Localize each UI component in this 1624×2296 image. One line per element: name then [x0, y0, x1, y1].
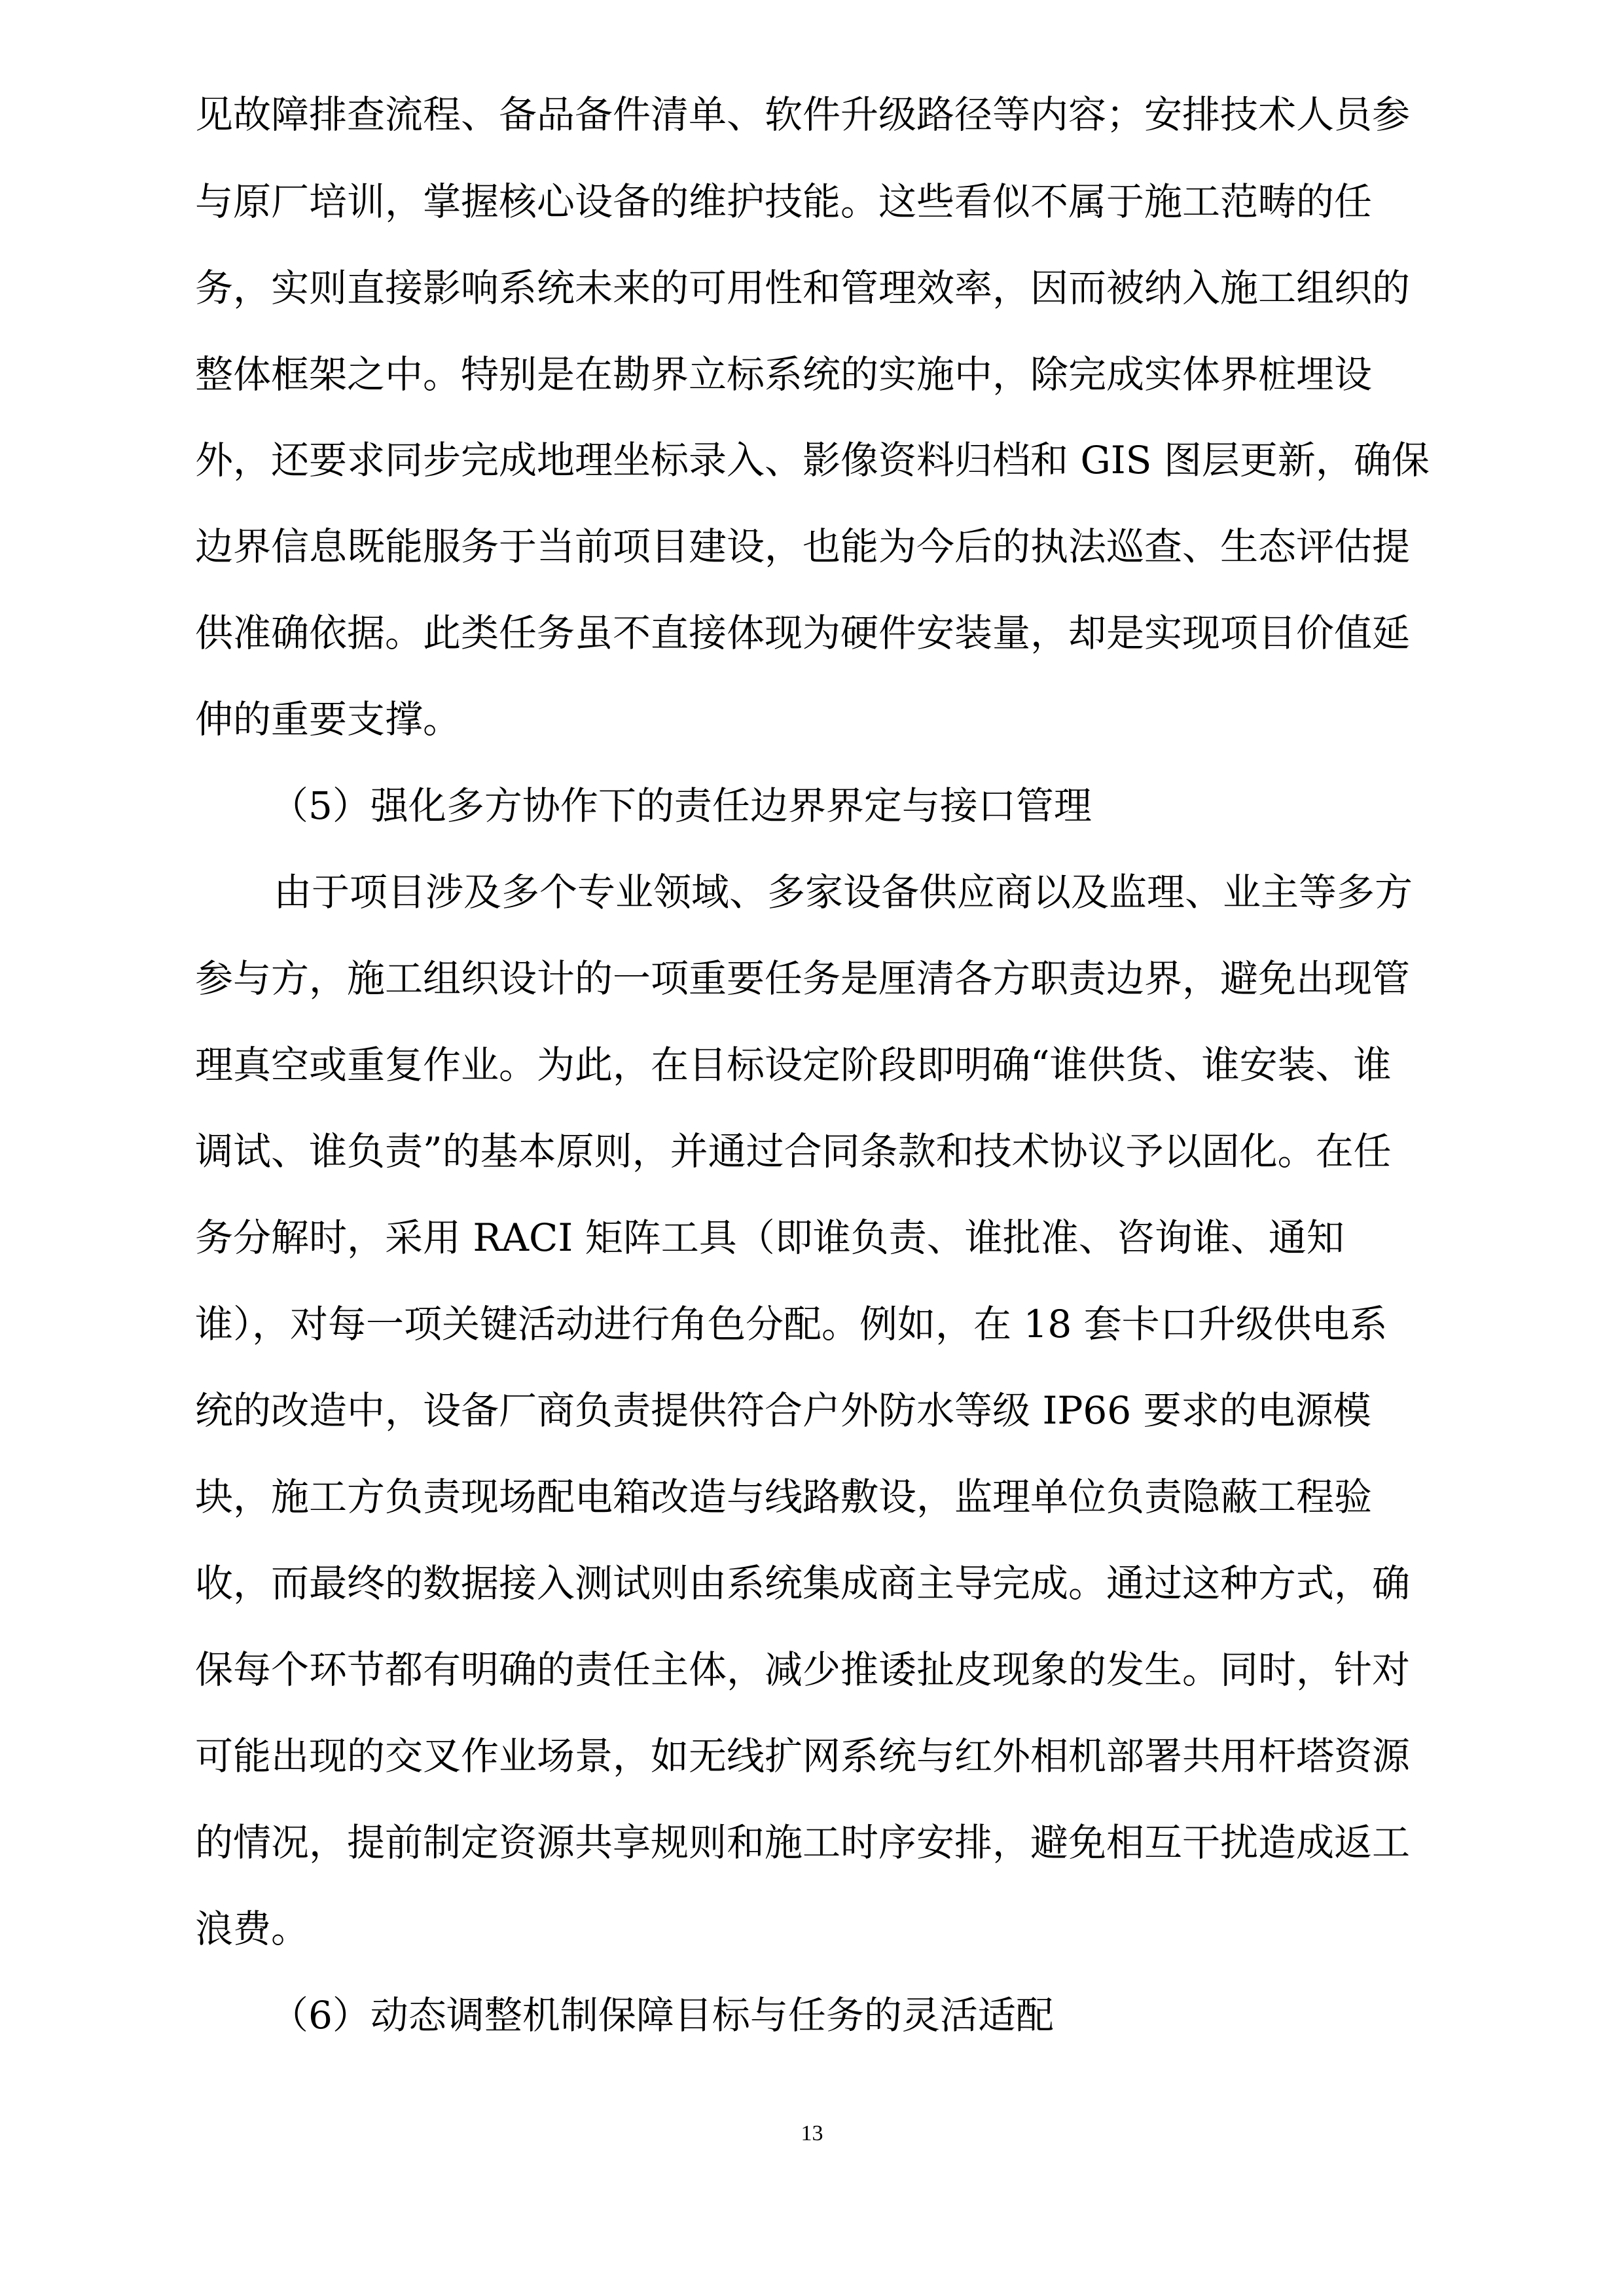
text-line: [0, 1534, 1624, 1632]
text-line-content: 理真空或重复作业。为此，在目标设定阶段即明确“谁供货、谁安装、谁: [195, 1043, 1392, 1087]
text-line-content: 边界信息既能服务于当前项目建设，也能为今后的执法巡查、生态评估提: [195, 524, 1411, 569]
section-heading: [0, 757, 1624, 855]
text-line-content: 收，而最终的数据接入测试则由系统集成商主导完成。通过这种方式，确: [195, 1561, 1411, 1605]
text-line-content: 块，施工方负责现场配电箱改造与线路敷设，监理单位负责隐蔽工程验: [195, 1475, 1373, 1519]
text-line-content: 伸的重要支撑。: [195, 697, 461, 742]
text-line-content: 可能出现的交叉作业场景，如无线扩网系统与红外相机部署共用杆塔资源: [195, 1734, 1411, 1778]
text-line: [0, 670, 1624, 768]
text-line: [0, 1361, 1624, 1460]
text-line: [0, 152, 1624, 251]
text-line-content: 浪费。: [195, 1907, 310, 1951]
text-line: [0, 1448, 1624, 1546]
text-line: [0, 325, 1624, 423]
text-line: [0, 65, 1624, 164]
text-line: [0, 1189, 1624, 1287]
text-line: [0, 1102, 1624, 1200]
text-line: [0, 929, 1624, 1028]
text-line-content: 整体框架之中。特别是在勘界立标系统的实施中，除完成实体界桩埋设: [195, 352, 1373, 397]
text-line: [0, 1016, 1624, 1114]
section-heading: [0, 1966, 1624, 2064]
text-line-content: 外，还要求同步完成地理坐标录入、影像资料归档和 GIS 图层更新，确保: [195, 438, 1430, 482]
text-line-content: 谁），对每一项关键活动进行角色分配。例如，在 18 套卡口升级供电系: [195, 1302, 1388, 1346]
text-line-content: 务，实则直接影响系统未来的可用性和管理效率，因而被纳入施工组织的: [195, 266, 1411, 310]
text-line-content: 保每个环节都有明确的责任主体，减少推诿扯皮现象的发生。同时，针对: [195, 1647, 1411, 1692]
text-line: [0, 1621, 1624, 1719]
text-line-content: 统的改造中，设备厂商负责提供符合户外防水等级 IP66 要求的电源模: [195, 1388, 1371, 1433]
section-heading-5: （5）强化多方协作下的责任边界界定与接口管理: [270, 783, 1092, 828]
text-line-content: 由于项目涉及多个专业领域、多家设备供应商以及监理、业主等多方: [274, 870, 1413, 914]
text-line-content: 供准确依据。此类任务虽不直接体现为硬件安装量，却是实现项目价值延: [195, 611, 1411, 655]
text-line: [0, 1793, 1624, 1892]
text-line: [0, 843, 1624, 941]
text-line: [0, 411, 1624, 509]
text-line-content: 见故障排查流程、备品备件清单、软件升级路径等内容；安排技术人员参: [195, 92, 1411, 137]
text-line-content: 参与方，施工组织设计的一项重要任务是厘清各方职责边界，避免出现管: [195, 956, 1411, 1001]
text-line: [0, 584, 1624, 682]
text-line: [0, 1275, 1624, 1373]
text-line-content: 与原厂培训，掌握核心设备的维护技能。这些看似不属于施工范畴的任: [195, 179, 1373, 224]
section-heading-6: （6）动态调整机制保障目标与任务的灵活适配: [270, 1993, 1054, 2037]
page-number: 13: [801, 2121, 823, 2145]
text-line: [0, 1880, 1624, 1978]
text-line-content: 的情况，提前制定资源共享规则和施工时序安排，避免相互干扰造成返工: [195, 1820, 1411, 1865]
text-line-content: 调试、谁负责”的基本原则，并通过合同条款和技术协议予以固化。在任: [195, 1129, 1392, 1174]
text-line: [0, 239, 1624, 337]
text-line: [0, 1707, 1624, 1805]
text-line-content: 务分解时，采用 RACI 矩阵工具（即谁负责、谁批准、咨询谁、通知: [195, 1215, 1344, 1260]
text-line: [0, 497, 1624, 596]
